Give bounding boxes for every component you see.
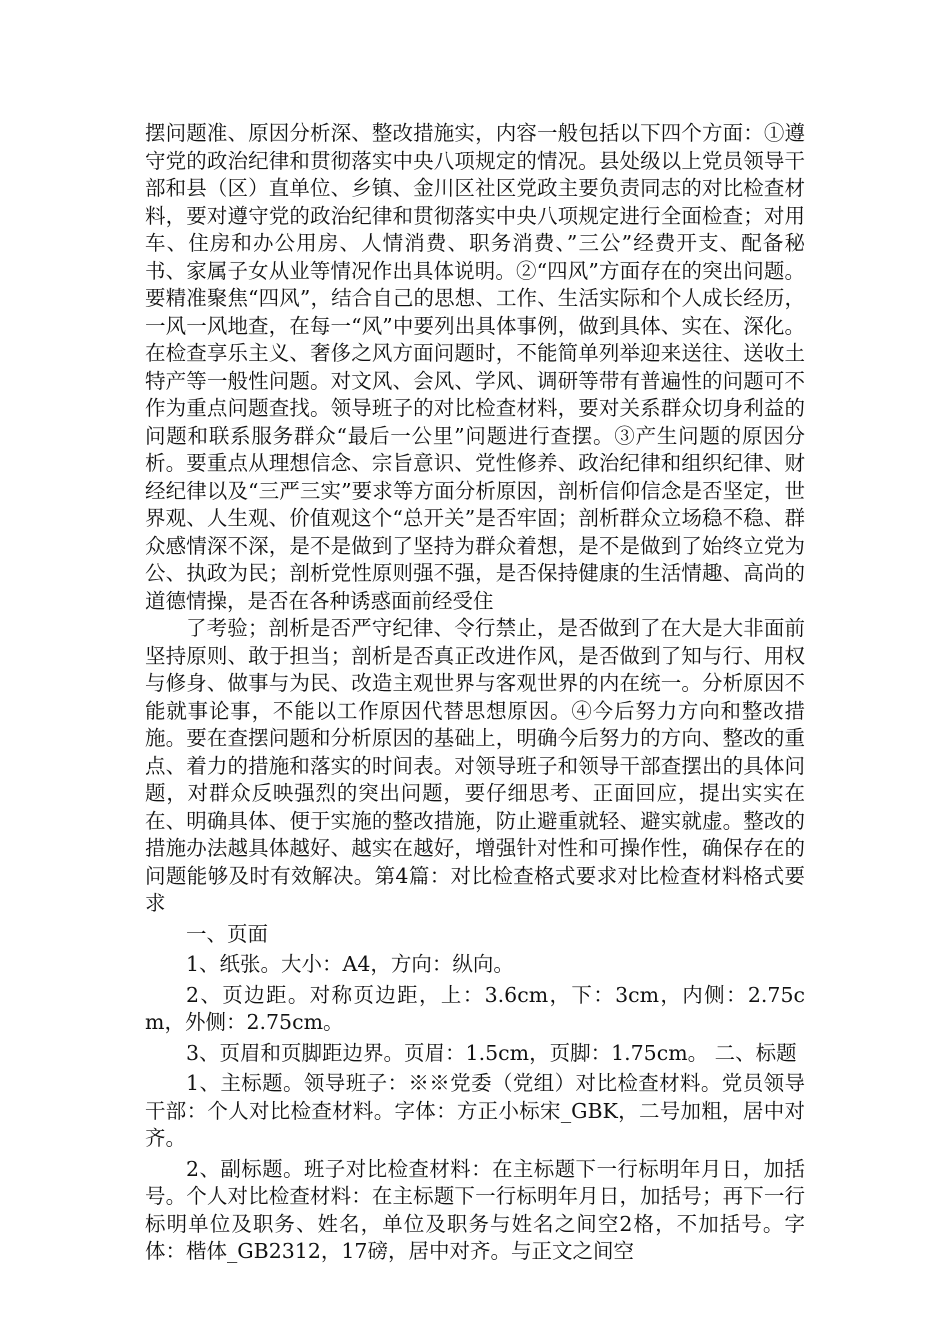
paragraph-subtitle: 2、副标题。班子对比检查材料：在主标题下一行标明年月日，加括号。个人对比检查材料：在主标题下一行标明年月日，加括号；再下一行标明单位及职务、姓名，单位及职务与姓名之间空2格，不加括号。字体：楷体_GB2312，17磅，居中对齐。与正文之间空 [145, 1156, 805, 1263]
paragraph-paper-size: 1、纸张。大小：A4，方向：纵向。 [186, 952, 514, 976]
section-heading-page: 一、页面 [186, 921, 268, 946]
document-page [145, 120, 805, 1266]
paragraph-continuation: 了考验；剖析是否严守纪律、令行禁止，是否做到了在大是大非面前坚持原则、敢于担当；剖析是否真正改进作风，是否做到了知与行、用权与修身、做事与为民、改造主观世界与客观世界的内在统一。分析原因不能就事论事，不能以工作原因代替思想原因。④今后努力方向和整改措施。要在查摆问题和分析原因的基础上，明确今后努力的方向、整改的重点、着力的措施和落实的时间表。对领导班子和领导干部查摆出的具体问题，对群众反映强烈的突出问题，要仔细思考、正面回应，提出实实在在、明确具体、便于实施的整改措施，防止避重就轻、避实就虚。整改的措施办法越具体越好、越实在越好，增强针对性和可操作性，确保存在的问题能够及时有效解决。第4篇：对比检查格式要求对比检查材料格式要求 [145, 616, 805, 915]
paragraph-main-text: 摆问题准、原因分析深、整改措施实，内容一般包括以下四个方面：①遵守党的政治纪律和贯彻落实中央八项规定的情况。县处级以上党员领导干部和县（区）直单位、乡镇、金川区社区党政主要负责同志的对比检查材料，要对遵守党的政治纪律和贯彻落实中央八项规定进行全面检查；对用车、住房和办公用房、人情消费、职务消费、”三公”经费开支、配备秘书、家属子女从业等情况作出具体说明。②“四风”方面存在的突出问题。要精准聚焦“四风”，结合自己的思想、工作、生活实际和个人成长经历，一风一风地查，在每一“风”中要列出具体事例，做到具体、实在、深化。在检查享乐主义、奢侈之风方面问题时，不能简单列举迎来送往、送收土特产等一般性问题。对文风、会风、学风、调研等带有普遍性的问题可不作为重点问题查找。领导班子的对比检查材料，要对关系群众切身利益的问题和联系服务群众“最后一公里”问题进行查摆。③产生问题的原因分析。要重点从理想信念、宗旨意识、党性修养、政治纪律和组织纪律、财经纪律以及“三严三实”要求等方面分析原因，剖析信仰信念是否坚定，世界观、人生观、价值观这个“总开关”是否牢固；剖析群众立场稳不稳、群众感情深不深，是不是做到了坚持为群众着想，是不是做到了始终立党为公、执政为民；剖析党性原则强不强，是否保持健康的生活情趣、高尚的道德情操，是否在各种诱惑面前经受住 [145, 121, 805, 613]
paragraph-header-footer: 3、页眉和页脚距边界。页眉：1.5cm，页脚：1.75cm。 二、标题 [186, 1040, 797, 1065]
paragraph-margins: 2、页边距。对称页边距，上：3.6cm，下：3cm，内侧：2.75cm，外侧：2.75cm。 [145, 982, 805, 1034]
paragraph-main-title: 1、主标题。领导班子：※※党委（党组）对比检查材料。党员领导干部：个人对比检查材料。字体：方正小标宋_GBK，二号加粗，居中对齐。 [145, 1071, 805, 1150]
